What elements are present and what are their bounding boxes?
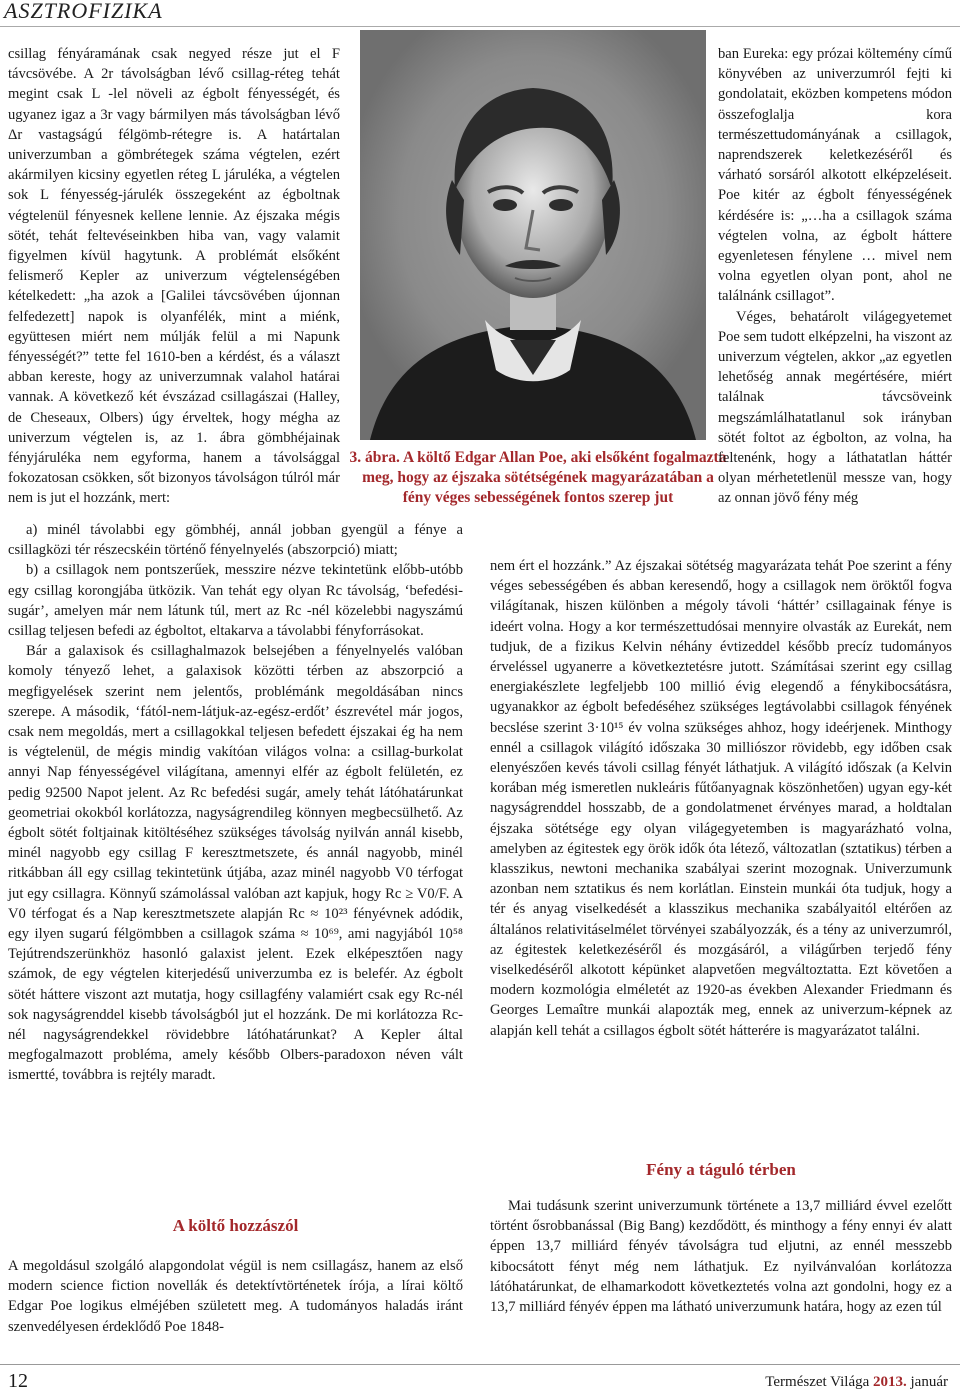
figure-caption: 3. ábra. A költő Edgar Allan Poe, aki elsőként fogalmazta meg, hogy az éjszaka sötétségének magyarázatában a fény véges sebességének fontos szerep jut bbox=[349, 449, 727, 506]
portrait-illustration bbox=[360, 30, 706, 440]
paragraph: Mai tudásunk szerint univerzumunk története a 13,7 milliárd évvel ezelőtt történt ősrobbanással (Big Bang) kezdődött, és minthogy a fény ennyi év alatt éppen 13,7 milliárd fényév távolságra tud eljutni, az ennél messzebb kibocsátott fényt még nem láthatjuk. Ez nyilvánvalóan korlátozza látóhatárunkat, de elhamarkodott következtetés volna azt gondolni, hogy ez a 13,7 milliárd fényév éppen ma látható univerzumunk határa, hogy az ezen túl bbox=[490, 1198, 952, 1316]
right-column-top bbox=[718, 44, 952, 509]
paragraph: Bár a galaxisok és csillaghalmazok belsejében a fényelnyelés valóban komoly tényező lehet, a galaxisok közötti térben az abszorpció a megfigyelések szerint nem jelentős, problémánk megoldásában nincs szerepe. A második, ‘fától-nem-látjuk-az-egész-erdőt’ észrevétel már jogos, csak nem megoldás, mert a csillagokkal teljesen befedett éjszakai ég ha nem is végtelenül, de mégis mindig vakítóan világos volna: a csillag-burkolat annyi Nap fényességével világítana, amennyi elfér az égbolt felületén, ez pedig 92500 Napot jelent. Az Rc befedési sugár, amely tehát látóhatárunkat geometriai okokból korlátozza, nagyságrendileg könnyen megbecsülhető. Az égbolt sötét foltjainak kitöltéséhez szükséges távolság nyilván annál kisebb, minél nagyobb egy csillag F keresztmetszete, és annál nagyobb, minél ritkábban áll egy csillag tekintetünk útjába, azaz minél nagyobb V0 térfogat jut egy csillagra. Könnyű számolással valóban azt kapjuk, hogy Rc ≥ V0/F. A V0 térfogat és a Nap keresztmetszete alapján Rc ≈ 10²³ fényévnek adódik, egy ilyen sugarú félgömbben a csillagok száma ≈ 10⁶⁹, ami nagyjából 10⁵⁸ Tejútrendszerünkhöz hasonló galaxist jelent. Ezek elképesztően nagy számok, de egy végtelen kiterjedésű univerzumba ez is belefér. Az égbolt sötét háttere viszont azt mutatja, hogy csillagfény valamiért csak egy Rc-nél sok nagyságrenddel kisebb távolságból jut el hozzánk. De mi korlátozza Rc-nél nagyságrendekkel rövidebbre látóhatárunkat? A Kepler által megfogalmazott probléma, amely később Olbers-paradoxon néven vált ismertté, továbbra is rejtély maradt. bbox=[8, 643, 463, 1084]
paragraph: a) minél távolabbi egy gömbhéj, annál jobban gyengül a fénye a csillagközi tér részecskéin történő fényelnyelés (abszorpció) miatt; bbox=[8, 522, 463, 559]
subheading-expanding-space: Fény a táguló térben bbox=[646, 1160, 796, 1179]
header-band bbox=[0, 0, 960, 27]
paragraph: ban Eureka: egy prózai költemény című könyvében az univerzumról fejti ki gondolatait, eközben kompetens módon összefoglalja kora természettudományának a csillagok, naprendszerek keletkezéséről és várható sorsáról alkotott elképzeléseit. Poe kitér az égbolt fényességének kérdésére is: „…ha a csillagok száma végtelen volna, az égbolt háttere egyenletesen fénylene … mivel nem volna egyetlen olyan pont, ahol ne találnánk csillagot”. bbox=[718, 46, 952, 305]
paragraph: nem ért el hozzánk.” Az éjszakai sötétség magyarázata tehát Poe szerint a fény véges sebességében és abban keresendő, hogy a csillagok nem öröktől fogva világítanak, hiszen különben a mégoly távoli ‘háttér’ csillagainak fénye is ideért volna. Hogy a kor természettudósai mennyire olvasták az Eurekát, nem tudjuk, de a fizikus Kelvin néhány évtizeddel később precíz tudományos érveléssel ugyanerre a következtetésre jutott. Számításai szerint egy csillag energiakészlete legfeljebb 100 millió évig elegendő a fénykibocsátásra, ugyanakkor az égbolt befedéséhez szükséges legtávolabbi csillagok fényének becslése szerint 3·10¹⁵ év volna szükséges ahhoz, hogy ideérjenek. Minthogy ennél a csillagok világító időszaka 30 milliószor rövidebb, egy időben csak elenyészően kevés távoli csillag fényét láthatjuk. A világító időszak (a Kelvin korában még ismeretlen nukleáris fűtőanyagnak köszönhetően) ugyan egy-két nagyságrenddel hosszabb, de a gondolatmenet érvényes marad, a holdtalan éjszaka sötétsége egy olyan világegyetemben is magyarázható volna, amelyben az égitestek egy örök idők óta létező, változatlan (sztatikus) térben a klasszikus, newtoni mechanika szabályai szerint mozognak. Univerzumunk azonban nem sztatikus és nem korlátlan. Einstein munkái óta tudjuk, hogy a tér és anyag viselkedését a klasszikus mechanika szabályaitól eltérően az általános relativitáselmélet törvényei szabályozzák, és a tény az univerzumról, az égitestek keletkezéséről és mozgásáról, a világűrben terjedő fény viselkedéséről alkotott képünket alapvetően megváltoztatta. Ezt követően a modern kozmológia elméletét az 1920-as években Alexander Friedmann és Georges Lemaître munkái alapozták meg, ennek az univerzum-képnek az alapján kell tehát a csillagos égbolt sötét hátterére is magyarázatot találni. bbox=[490, 558, 952, 1039]
section-title: ASZTROFIZIKA bbox=[4, 0, 163, 23]
paragraph: csillag fényáramának csak negyed része jut el F távcsövébe. A 2r távolságban lévő csillag-réteg tehát megint csak L -lel növeli az égbolt fényességét, és ugyanez igaz a 3r vagy bármilyen más távolságban lévő Δr vastagságú félgömb-rétegre is. A határtalan univerzumban a gömbrétegek száma végtelen, ezért akármilyen kicsiny egyetlen réteg L járuléka, a végtelen sok L fényesség-járulék összegeként az égboltnak végtelenül fényesnek kellene lennie. Az éjszaka mégis sötét, tehát feltevéseinkben hiba van, vagy valamit figyelmen kívül hagytunk. A problémát elsőként felismerő Kepler az univerzum végtelenségében kételkedett: „ha azok a [Galilei távcsövében újonnan felfedezett] napok is olyanfélék, mint a miénk, együttesen miért nem múlják felül a mi Napunk fényességét?” tette fel 1610-ben a kérdést, és a választ abban kereste, hogy az univerzumnak valahol határai vannak. A következő két évszázad csillagászai (Halley, de Cheseaux, Olbers) úgy érveltek, hogy mégha az univerzum végtelen is, az 1. ábra gömbhéjainak fényjáruléka nem egyforma, hanem a távolsággal fokozatosan csökken, sőt bizonyos távolságon túlról már nem is jut el hozzánk, mert: bbox=[8, 46, 340, 507]
footer-divider bbox=[0, 1364, 960, 1365]
left-column-top bbox=[8, 44, 340, 509]
footer-journal bbox=[765, 1374, 948, 1391]
subheading-poet: A költő hozzászól bbox=[172, 1216, 299, 1235]
paragraph: b) a csillagok nem pontszerűek, messzire nézve tekintetünk előbb-utóbb egy csillag korongjába ütközik. Van tehát egy olyan Rc távolság, ‘befedési-sugár’, amelyen már nem látunk túl, mert az Rc -nél közelebbi nagyszámú csillag teljesen befedi az égboltot, eltakarva a távolabbi fényforrásokat. bbox=[8, 562, 463, 640]
left-column-body bbox=[8, 520, 463, 1086]
paragraph: A megoldásul szolgáló alapgondolat végül is nem csillagász, hanem az első modern science fiction novellák és detektívtörténetek írója, a lírai költő Edgar Poe logikus elméjében született meg. A tudományos haladás iránt szenvedélyesen érdeklődő Poe 1848- bbox=[8, 1258, 463, 1335]
left-column-bottom bbox=[8, 1256, 463, 1337]
page-number: 12 bbox=[8, 1370, 28, 1392]
journal-name: Természet Világa bbox=[765, 1374, 870, 1390]
right-column-body bbox=[490, 556, 952, 1041]
paragraph: Véges, behatárolt világegyetemet Poe sem tudott elképzelni, ha viszont az univerzum végtelen, akkor „az egyetlen lehetőség annak megértésére, miért találnak távcsöveink megszámlálhatatlanul sok irányban sötét foltot az égbolton, az volna, ha feltenénk, hogy a láthatatlan háttér olyan mérhetetlenül messze van, hogy az onnan jövő fény még bbox=[718, 308, 952, 507]
right-column-bottom bbox=[490, 1196, 952, 1317]
journal-year: 2013. bbox=[873, 1374, 907, 1390]
poe-portrait-image bbox=[360, 30, 706, 440]
journal-month: január bbox=[910, 1374, 948, 1390]
